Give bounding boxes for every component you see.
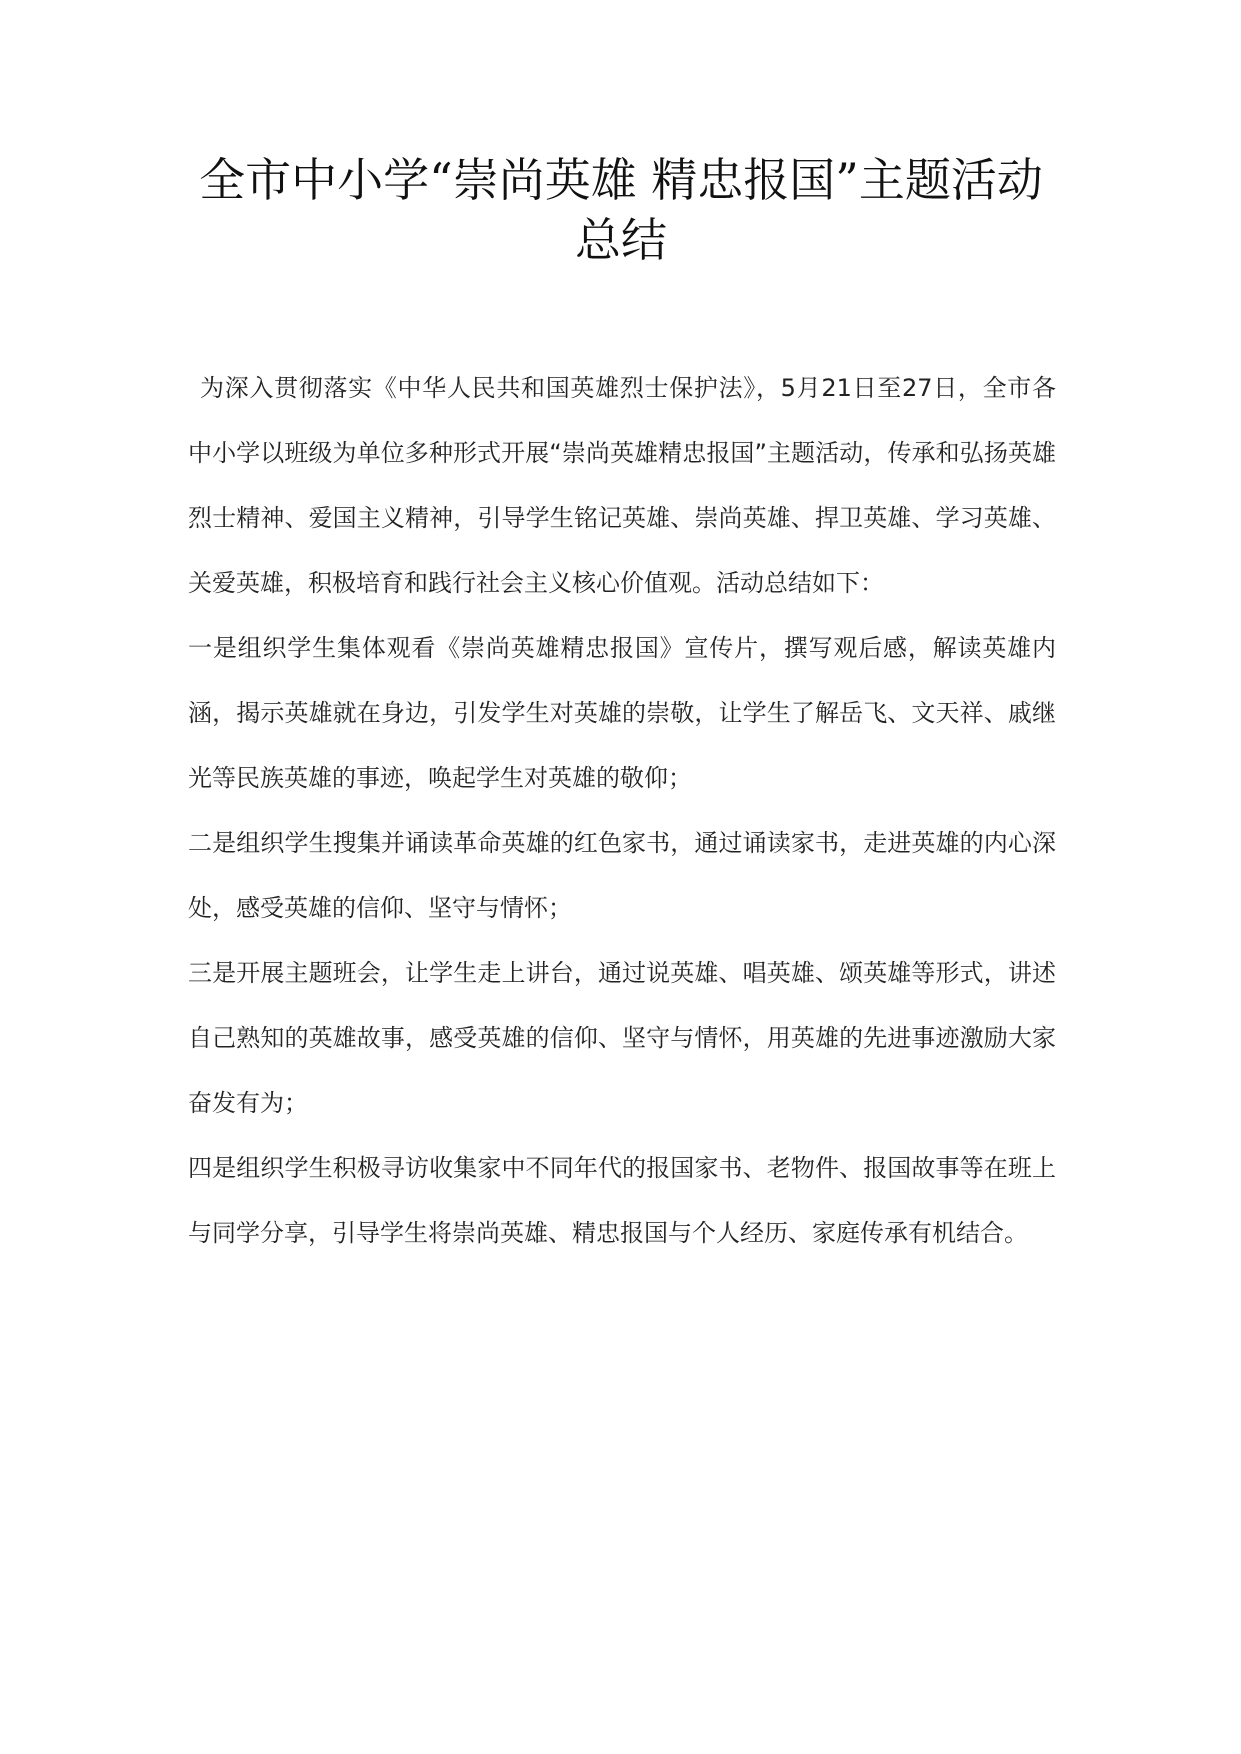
point-two-paragraph: 二是组织学生搜集并诵读革命英雄的红色家书，通过诵读家书，走进英雄的内心深处，感受英雄的信仰、坚守与情怀； (188, 829, 1056, 922)
point-one-paragraph: 一是组织学生集体观看《崇尚英雄精忠报国》宣传片，撰写观后感，解读英雄内涵，揭示英雄就在身边，引发学生对英雄的崇敬，让学生了解岳飞、文天祥、戚继光等民族英雄的事迹，唤起学生对英雄的敬仰； (188, 634, 1056, 792)
document-body (188, 356, 1056, 1266)
point-four-paragraph: 四是组织学生积极寻访收集家中不同年代的报国家书、老物件、报国故事等在班上与同学分享，引导学生将崇尚英雄、精忠报国与个人经历、家庭传承有机结合。 (188, 1154, 1056, 1247)
title-line-1: 全市中小学“崇尚英雄 精忠报国”主题活动 (199, 153, 1043, 207)
intro-paragraph: 为深入贯彻落实《中华人民共和国英雄烈士保护法》，5月21日至27日，全市各中小学以班级为单位多种形式开展“崇尚英雄精忠报国”主题活动，传承和弘扬英雄烈士精神、爱国主义精神，引导学生铭记英雄、崇尚英雄、捍卫英雄、学习英雄、关爱英雄，积极培育和践行社会主义核心价值观。活动总结如下： (188, 374, 1056, 597)
document-title (160, 150, 1082, 270)
point-three-paragraph: 三是开展主题班会，让学生走上讲台，通过说英雄、唱英雄、颂英雄等形式，讲述自己熟知的英雄故事，感受英雄的信仰、坚守与情怀，用英雄的先进事迹激励大家奋发有为； (188, 959, 1056, 1117)
title-line-2: 总结 (575, 213, 667, 267)
